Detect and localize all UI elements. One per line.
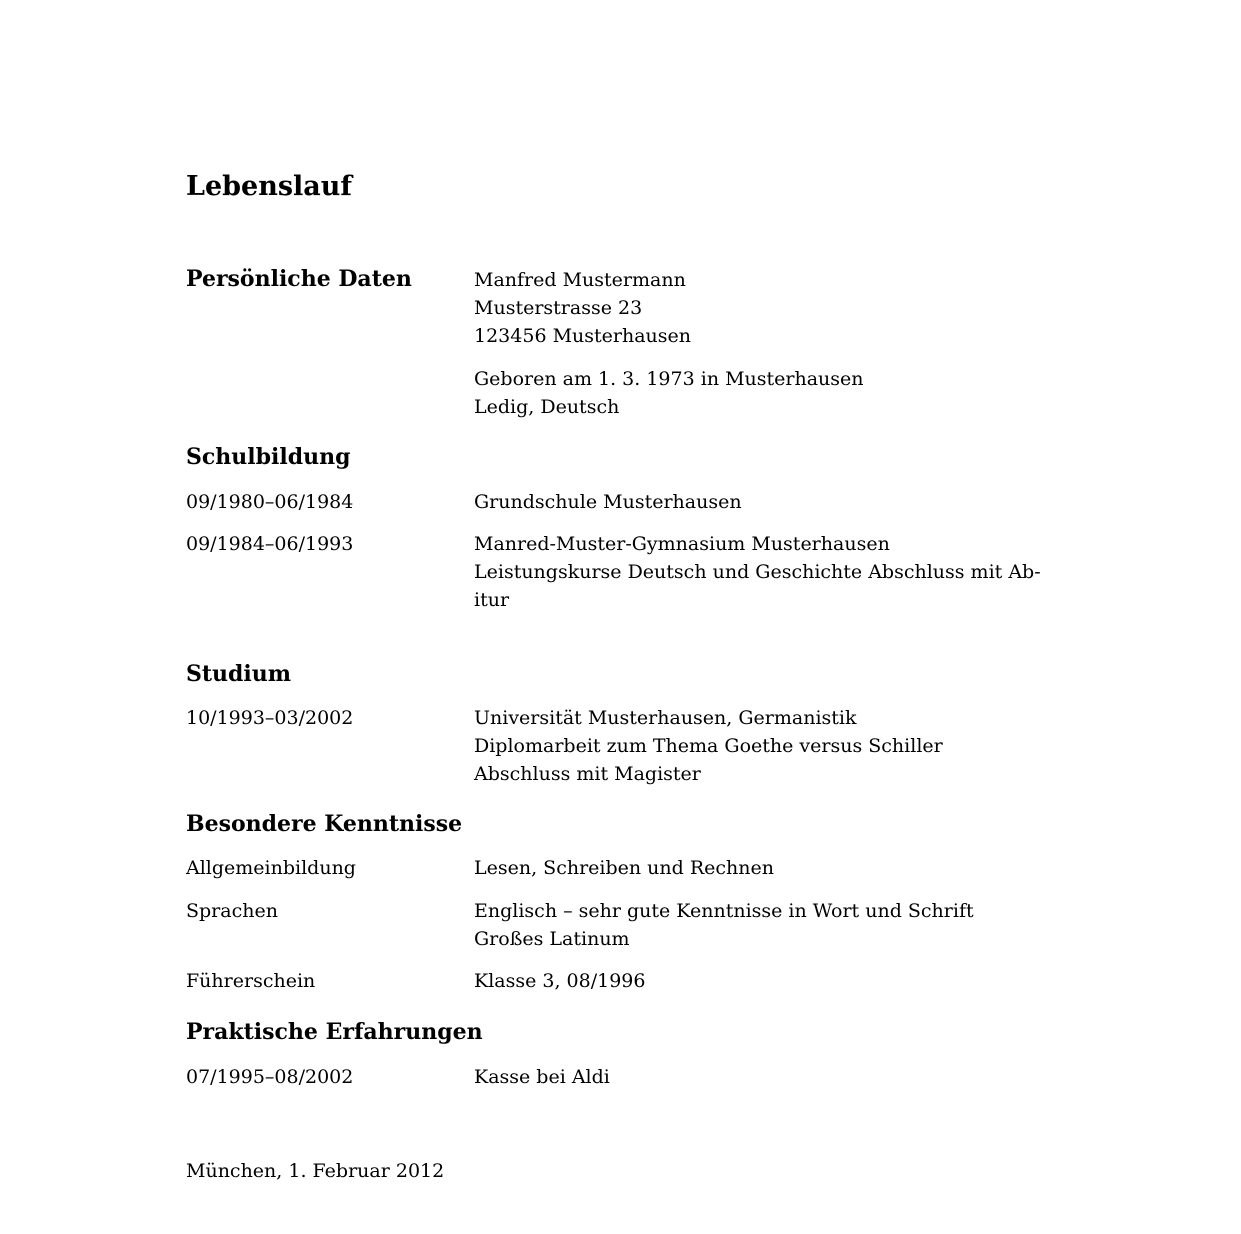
personal-street: Musterstrasse 23 [474, 297, 643, 319]
school-line: Grundschule Musterhausen [474, 491, 742, 513]
personal-birth: Geboren am 1. 3. 1973 in Musterhausen [474, 368, 864, 390]
skill-line: Großes Latinum [474, 928, 630, 950]
skill-label: Sprachen [186, 900, 278, 922]
experience-line: Kasse bei Aldi [474, 1066, 610, 1088]
study-line: Diplomarbeit zum Thema Goethe versus Schiller [474, 735, 943, 757]
school-date: 09/1980–06/1984 [186, 491, 354, 513]
section-heading-study: Studium [186, 661, 292, 687]
section-heading-experience: Praktische Erfahrungen [186, 1019, 483, 1045]
study-line: Universität Musterhausen, Germanistik [474, 707, 857, 729]
study-date: 10/1993–03/2002 [186, 707, 354, 729]
experience-date: 07/1995–08/2002 [186, 1066, 354, 1088]
school-line: Leistungskurse Deutsch und Geschichte Abschluss mit Ab- [474, 561, 1041, 583]
study-line: Abschluss mit Magister [474, 763, 701, 785]
skill-line: Klasse 3, 08/1996 [474, 970, 646, 992]
section-heading-personal: Persönliche Daten [186, 266, 412, 292]
school-line: Manred-Muster-Gymnasium Musterhausen [474, 533, 890, 555]
place-date: München, 1. Februar 2012 [186, 1160, 445, 1182]
page-title: Lebenslauf [186, 171, 353, 202]
skill-label: Führerschein [186, 970, 316, 992]
section-heading-skills: Besondere Kenntnisse [186, 811, 463, 837]
skill-label: Allgemeinbildung [186, 857, 356, 879]
section-heading-school: Schulbildung [186, 444, 351, 470]
school-line: itur [474, 589, 510, 611]
personal-city: 123456 Musterhausen [474, 325, 692, 347]
skill-line: Lesen, Schreiben und Rechnen [474, 857, 774, 879]
school-date: 09/1984–06/1993 [186, 533, 354, 555]
personal-status: Ledig, Deutsch [474, 396, 620, 418]
personal-name: Manfred Mustermann [474, 269, 686, 291]
skill-line: Englisch – sehr gute Kenntnisse in Wort und Schrift [474, 900, 974, 922]
